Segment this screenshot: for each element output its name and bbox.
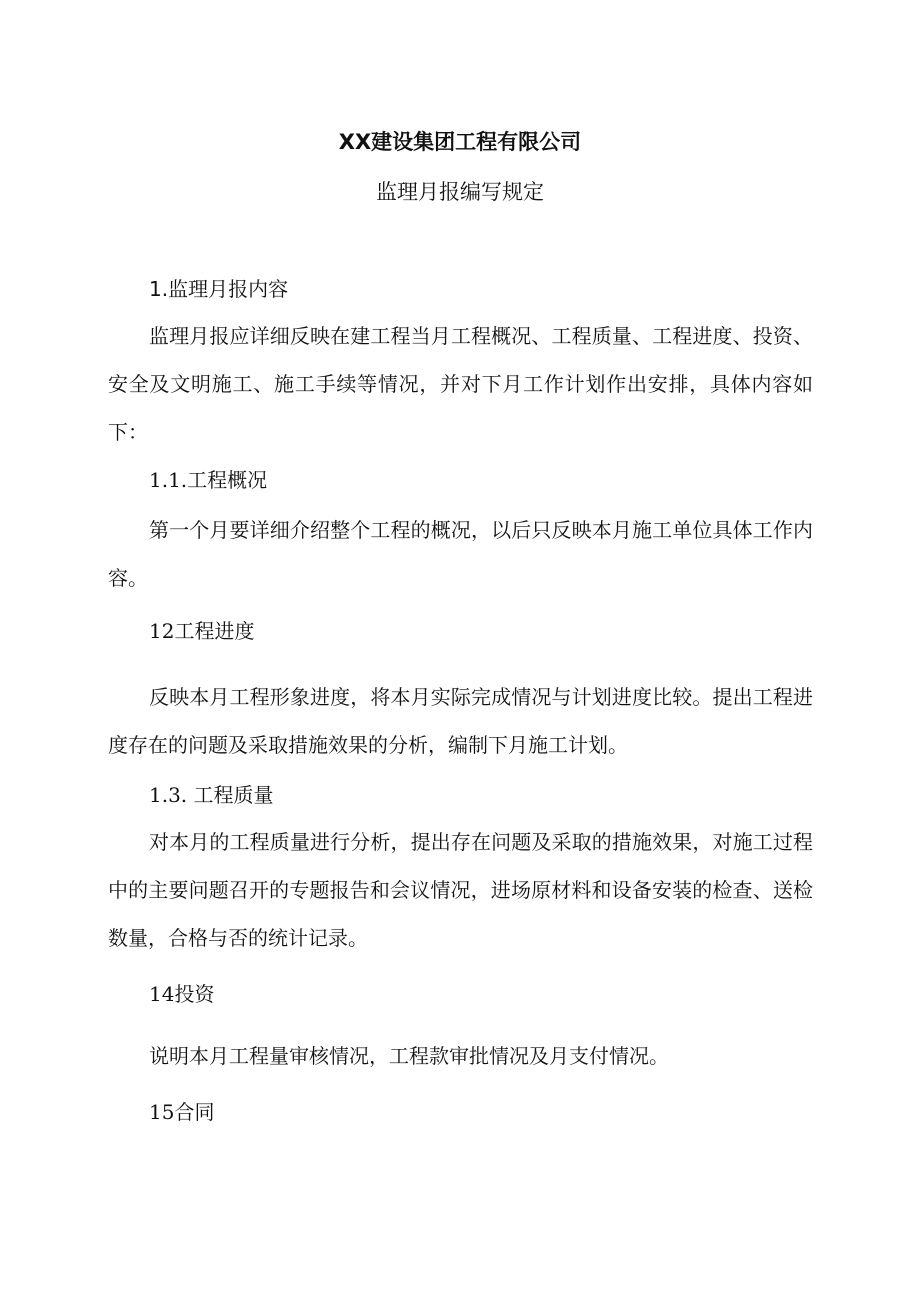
section-body-1-2: 反映本月工程形象进度，将本月实际完成情况与计划进度比较。提出工程进度存在的问题及采取措施效果的分析，编制下月施工计划。 xyxy=(108,685,813,757)
section-heading-1: 1.监理月报内容 xyxy=(149,277,289,301)
document-subtitle: 监理月报编写规定 xyxy=(376,180,544,204)
section-heading-1-4: 14投资 xyxy=(149,982,215,1006)
section-heading-1-3: 1.3. 工程质量 xyxy=(149,783,274,807)
section-body-1-1: 第一个月要详细介绍整个工程的概况，以后只反映本月施工单位具体工作内容。 xyxy=(108,518,813,590)
section-body-1: 监理月报应详细反映在建工程当月工程概况、工程质量、工程进度、投资、安全及文明施工、施工手续等情况，并对下月工作计划作出安排，具体内容如下： xyxy=(108,324,813,444)
section-body-1-4: 说明本月工程量审核情况，工程款审批情况及月支付情况。 xyxy=(149,1044,669,1068)
section-heading-1-2: 12工程进度 xyxy=(149,619,255,643)
document-title: XX建设集团工程有限公司 xyxy=(338,130,582,154)
section-heading-1-1: 1.1.工程概况 xyxy=(149,468,268,492)
section-body-1-3: 对本月的工程质量进行分析，提出存在问题及采取的措施效果，对施工过程中的主要问题召开的专题报告和会议情况，进场原材料和设备安装的检查、送检数量，合格与否的统计记录。 xyxy=(108,830,813,950)
section-heading-1-5: 15合同 xyxy=(149,1100,215,1124)
